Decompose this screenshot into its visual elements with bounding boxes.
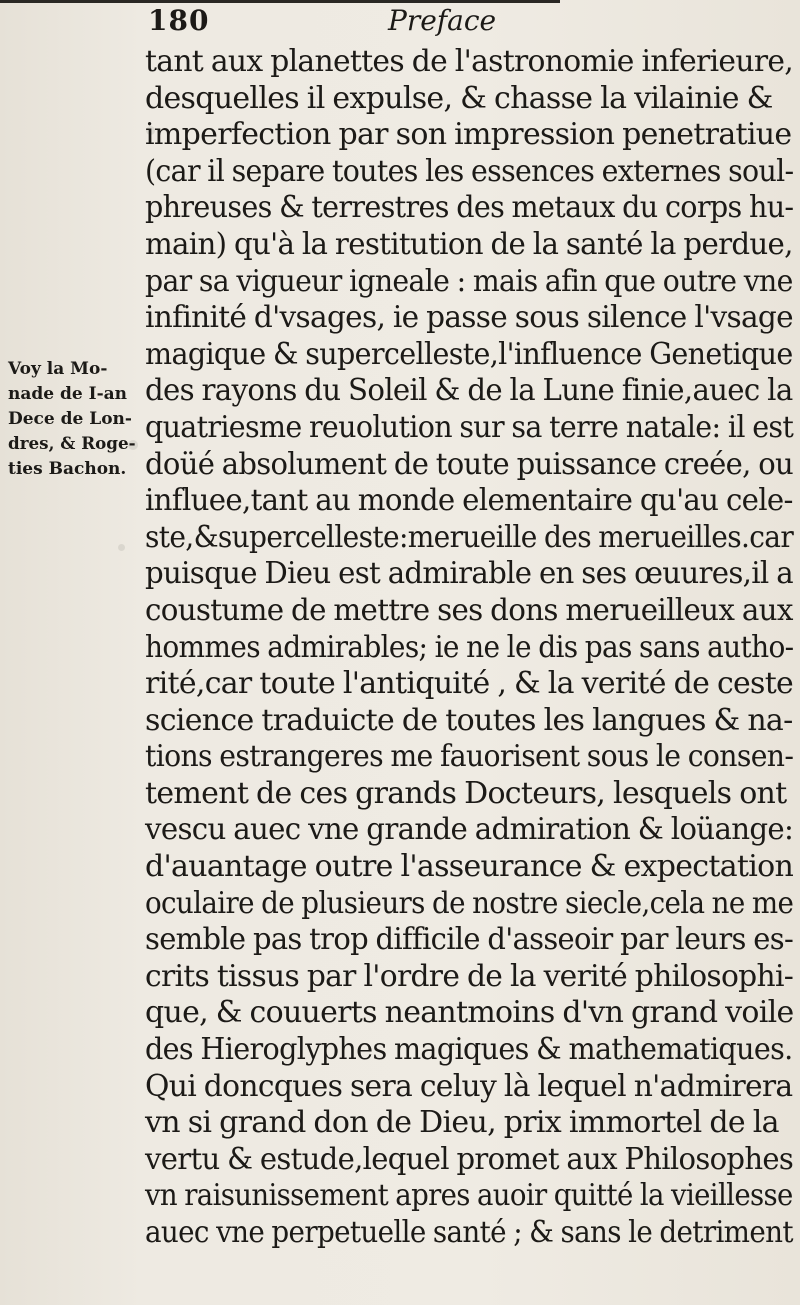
text-line: quatriesme reuolution sur sa terre natale: il est	[145, 409, 794, 445]
text-line: rité,car toute l'antiquité , & la verité de ceste	[145, 666, 794, 702]
margin-note	[8, 357, 136, 482]
running-head: Preface	[388, 4, 497, 37]
page-header	[148, 4, 788, 44]
text-line: vn si grand don de Dieu, prix immortel de la	[145, 1105, 779, 1141]
text-line: tant aux planettes de l'astronomie inferieure,	[145, 44, 794, 79]
text-line: (car il separe toutes les essences externes soul-	[145, 153, 794, 189]
text-line: coustume de mettre ses dons merueilleux aux	[145, 592, 793, 628]
text-line: science traduicte de toutes les langues & na-	[145, 702, 793, 738]
text-line: main) qu'à la restitution de la santé la perdue,	[145, 226, 793, 262]
top-rule	[0, 0, 560, 3]
text-line: que, & couuerts neantmoins d'vn grand voile	[145, 995, 794, 1031]
margin-note-line: nade de I-an	[8, 384, 127, 404]
text-line: ste,&supercelleste:merueille des merueilles.car	[145, 519, 794, 555]
text-line: des Hieroglyphes magiques & mathematiques.	[145, 1032, 793, 1068]
margin-note-line: Dece de Lon-	[8, 409, 132, 429]
text-line: influee,tant au monde elementaire qu'au cele-	[145, 483, 793, 519]
page-number: 180	[148, 4, 210, 37]
text-line: hommes admirables; ie ne le dis pas sans autho-	[145, 629, 794, 665]
margin-note-line: Voy la Mo-	[8, 359, 108, 379]
text-line: semble pas trop difficile d'asseoir par leurs es-	[145, 922, 794, 958]
text-line: vertu & estude,lequel promet aux Philosophes	[145, 1141, 794, 1177]
text-line: phreuses & terrestres des metaux du corps hu-	[145, 190, 794, 226]
text-line: doüé absolument de toute puissance creée, ou	[145, 446, 794, 482]
margin-note-line: ties Bachon.	[8, 459, 127, 479]
body-text	[145, 44, 793, 1304]
text-line: tement de ces grands Docteurs, lesquels ont	[145, 775, 787, 811]
text-line: crits tissus par l'ordre de la verité philosophi-	[145, 958, 794, 994]
ink-spot	[118, 544, 125, 551]
text-line: Qui doncques sera celuy là lequel n'admirera	[145, 1068, 793, 1104]
text-line: infinité d'vsages, ie passe sous silence l'vsage	[145, 300, 793, 336]
text-line: imperfection par son impression penetratiue	[145, 117, 792, 153]
text-line: desquelles il expulse, & chasse la vilainie &	[145, 80, 773, 116]
text-line: auec vne perpetuelle santé ; & sans le detriment	[145, 1215, 793, 1250]
text-line: d'auantage outre l'asseurance & expectation	[145, 849, 794, 885]
text-line: vescu auec vne grande admiration & loüange:	[145, 812, 794, 848]
margin-note-line: dres, & Roge-	[8, 434, 136, 454]
text-line: vn raisunissement apres auoir quitté la vieillesse	[145, 1178, 793, 1214]
text-line: magique & supercelleste,l'influence Genetique	[145, 336, 793, 372]
text-line: des rayons du Soleil & de la Lune finie,auec la	[145, 373, 793, 409]
text-line: tions estrangeres me fauorisent sous le consen-	[145, 739, 794, 775]
text-line: puisque Dieu est admirable en ses œuures,il a	[145, 556, 793, 592]
text-line: par sa vigueur igneale : mais afin que outre vne	[145, 263, 793, 299]
text-line: oculaire de plusieurs de nostre siecle,cela ne me	[145, 885, 794, 921]
